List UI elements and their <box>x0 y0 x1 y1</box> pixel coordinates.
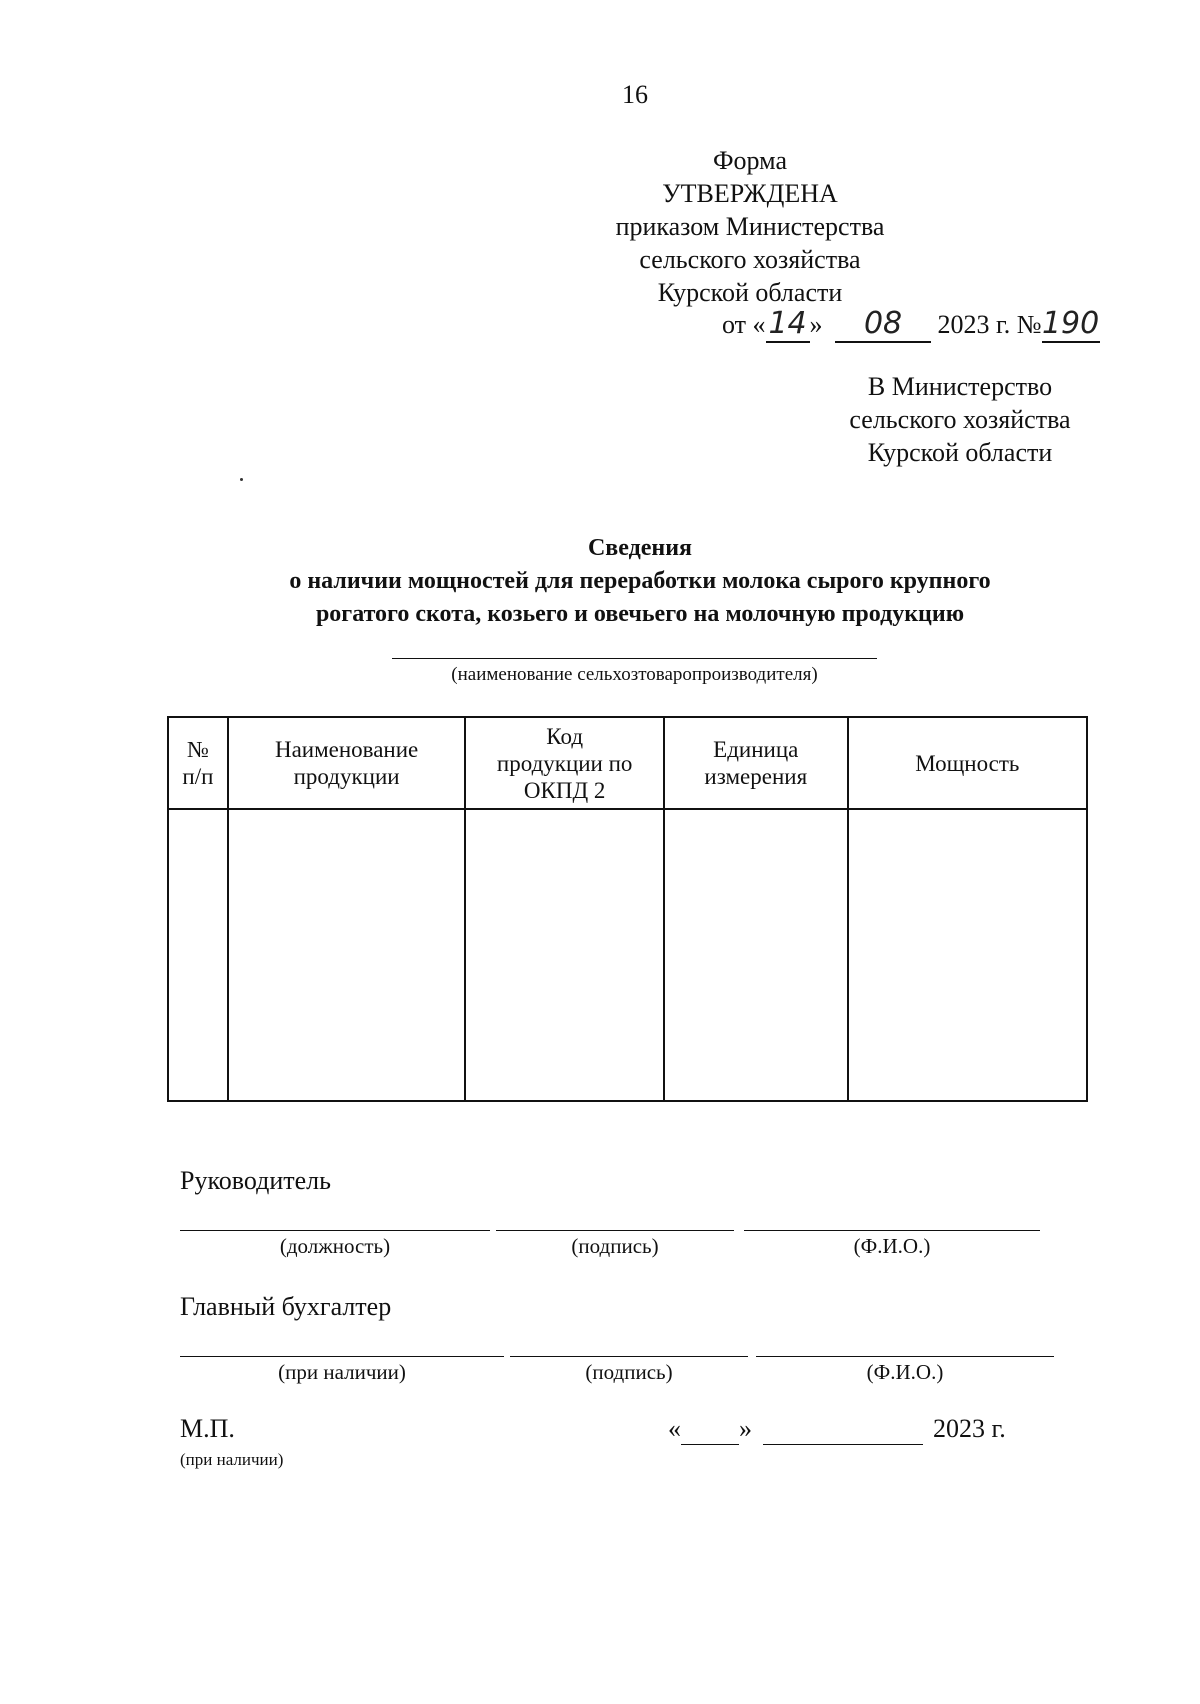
head-signature-line <box>496 1230 734 1231</box>
cell-product-name <box>228 809 466 1101</box>
accountant-label: Главный бухгалтер <box>180 1292 392 1321</box>
accountant-position-caption: (при наличии) <box>278 1360 406 1384</box>
order-day: 14 <box>766 306 810 343</box>
recipient-block <box>770 370 1150 469</box>
accountant-fio-line <box>756 1356 1054 1357</box>
recipient-line-2: сельского хозяйства <box>849 405 1071 434</box>
page-number: 16 <box>622 80 648 109</box>
date-day-blank <box>681 1414 739 1445</box>
order-prefix: от « <box>722 310 766 339</box>
order-close-quote: » <box>809 310 823 339</box>
head-fio-line <box>744 1230 1040 1231</box>
accountant-signature-line <box>510 1356 748 1357</box>
header-capacity: Мощность <box>848 717 1087 809</box>
header-okpd-code: Код продукции по ОКПД 2 <box>465 717 664 809</box>
table-header-row <box>168 717 1087 809</box>
order-number: 190 <box>1041 306 1100 341</box>
head-position-caption: (должность) <box>279 1234 391 1258</box>
title-line-1: о наличии мощностей для переработки молока сырого крупного <box>289 568 991 594</box>
title-heading: Сведения <box>587 535 693 561</box>
stamp-caption: (при наличии) <box>180 1450 284 1469</box>
order-date-number <box>722 306 1100 343</box>
date-month-blank <box>763 1414 923 1445</box>
accountant-signature-caption: (подпись) <box>585 1360 673 1384</box>
approval-stamp <box>550 144 950 309</box>
document-title <box>160 532 1120 631</box>
producer-name-caption: (наименование сельхозтоваропроизводителя) <box>451 664 818 685</box>
head-label: Руководитель <box>180 1166 331 1195</box>
header-unit: Единица измерения <box>664 717 848 809</box>
date-open-quote: « <box>668 1414 681 1443</box>
accountant-fio-caption: (Ф.И.О.) <box>866 1360 944 1384</box>
scan-speck <box>240 478 243 481</box>
table-row <box>168 809 1087 1101</box>
header-product-name: Наименование продукции <box>228 717 466 809</box>
head-fio-caption: (Ф.И.О.) <box>853 1234 931 1258</box>
head-signature-caption: (подпись) <box>571 1234 659 1258</box>
recipient-line-3: Курской области <box>867 438 1053 467</box>
cell-number <box>168 809 228 1101</box>
approval-line-approved: УТВЕРЖДЕНА <box>662 179 838 208</box>
recipient-line-1: В Министерство <box>867 372 1053 401</box>
cell-okpd-code <box>465 809 664 1101</box>
accountant-position-line <box>180 1356 504 1357</box>
cell-unit <box>664 809 848 1101</box>
approval-line-order: приказом Министерства <box>615 212 885 241</box>
approval-line-region: Курской области <box>657 278 843 307</box>
title-line-2: рогатого скота, козьего и овечьего на молочную продукцию <box>315 601 965 627</box>
approval-line-ministry: сельского хозяйства <box>639 245 861 274</box>
approval-line-form: Форма <box>713 146 787 175</box>
header-number: № п/п <box>168 717 228 809</box>
date-close-quote: » <box>739 1414 752 1443</box>
head-position-line <box>180 1230 490 1231</box>
stamp-label: М.П. <box>180 1414 235 1443</box>
cell-capacity <box>848 809 1087 1101</box>
order-month: 08 <box>835 306 931 343</box>
order-year: 2023 г. № <box>937 310 1042 339</box>
capacity-table <box>167 716 1088 1102</box>
producer-name-line <box>392 658 877 659</box>
date-year: 2023 г. <box>933 1414 1006 1443</box>
sign-date <box>668 1414 1006 1445</box>
